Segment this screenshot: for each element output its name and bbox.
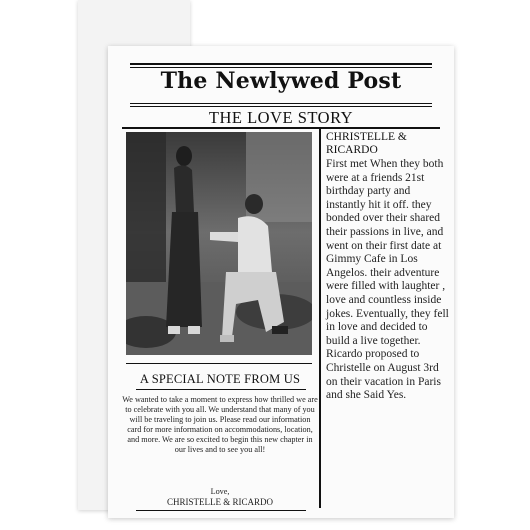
note-heading-rule <box>136 389 306 390</box>
story-body: First met When they both were at a friends 21st birthday party and instantly hit it off. they bonded over their shared their passions in live, and went on their first date at Gimmy Cafe in Los Angelos. their adventure were filled with laughter , love and countless inside jokes. Eventually, they fell in love and decided to build a live together. Ricardo proposed to Christelle on August 3rd on their vacation in Paris and she Said Yes. <box>326 158 449 402</box>
note-bottom-rule <box>136 510 306 511</box>
engagement-photo <box>126 132 312 355</box>
invitation-card <box>108 46 454 518</box>
note-body: We wanted to take a moment to express how thrilled we are to celebrate with you all. We understand that many of you will be traveling to join us. Please read our information card for more information on accommodations, location, and more. We are so excited to begin this new chapter in our lives and to see you all! <box>122 395 318 454</box>
masthead-title: The Newlywed Post <box>160 68 402 94</box>
masthead-rule-bottom <box>130 106 432 107</box>
section-title: THE LOVE STORY <box>208 108 354 127</box>
photo-underline <box>126 363 312 364</box>
section-rule <box>122 127 440 129</box>
top-rule-thick <box>130 63 432 65</box>
note-heading: A SPECIAL NOTE FROM US <box>139 372 301 386</box>
story-title: CHRISTELLE & RICARDO <box>326 131 407 156</box>
masthead-rule-top <box>130 103 432 104</box>
note-signoff: Love, <box>210 487 230 496</box>
note-names: CHRISTELLE & RICARDO <box>166 497 273 507</box>
column-divider <box>319 128 321 508</box>
